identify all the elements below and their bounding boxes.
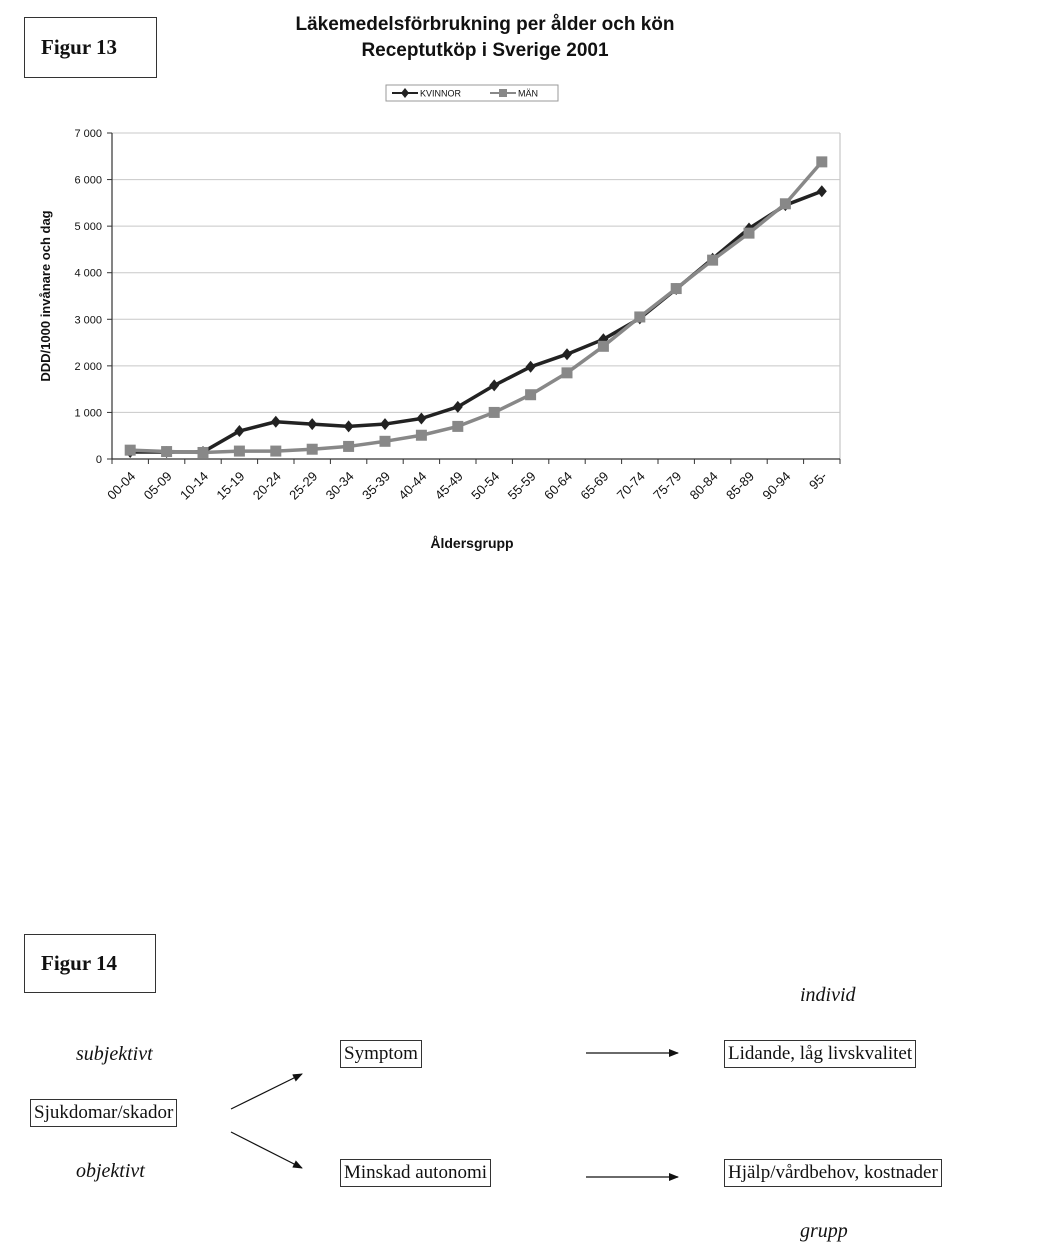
figure-14-label: Figur 14 [24,934,156,993]
data-point [744,228,755,239]
line-chart [0,0,1048,600]
arrow-to-symptom [231,1074,302,1109]
data-point [562,367,573,378]
x-tick-label: 50-54 [468,468,503,503]
x-tick-label: 85-89 [723,468,758,503]
box-symptom: Symptom [340,1040,422,1068]
data-point [562,348,572,360]
x-tick-label: 15-19 [213,468,248,503]
data-point [817,185,827,197]
data-point [307,444,318,455]
data-point [816,156,827,167]
x-tick-label: 95- [806,468,830,493]
data-point [270,446,281,457]
x-tick-label: 35-39 [359,468,394,503]
box-sjukdomar-skador: Sjukdomar/skador [30,1099,177,1127]
y-tick-label: 3 000 [74,314,102,327]
y-tick-label: 0 [95,454,102,466]
box-hjalp-vardbehov: Hjälp/vårdbehov, kostnader [724,1159,942,1187]
chart-title: Läkemedelsförbrukning per ålder och kön [295,14,675,35]
data-point [234,446,245,457]
data-point [525,389,536,400]
x-tick-label: 65-69 [577,468,612,503]
x-tick-label: 10-14 [177,468,212,503]
x-tick-label: 45-49 [431,468,466,503]
y-tick-label: 4 000 [74,267,102,280]
x-tick-label: 30-34 [322,468,357,503]
data-point [307,418,317,430]
label-objektivt: objektivt [76,1160,145,1182]
x-tick-label: 75-79 [650,468,685,503]
data-point [161,446,172,457]
x-tick-label: 20-24 [249,468,284,503]
x-axis-title: Åldersgrupp [430,535,514,551]
data-point [489,407,500,418]
x-tick-label: 70-74 [613,468,648,503]
data-point [271,416,281,428]
y-tick-label: 7 000 [74,128,102,140]
x-tick-label: 40-44 [395,468,430,503]
data-point [780,198,791,209]
data-point [343,441,354,452]
data-point [707,255,718,266]
label-grupp: grupp [800,1220,848,1242]
arrow-to-autonomi [231,1132,302,1168]
x-tick-label: 55-59 [504,468,539,503]
data-point [380,418,390,430]
legend-marker [499,89,507,97]
x-tick-label: 25-29 [286,468,321,503]
box-minskad-autonomi: Minskad autonomi [340,1159,491,1187]
y-tick-label: 5 000 [74,221,102,234]
series-line-män [130,162,822,453]
y-tick-label: 2 000 [74,360,102,373]
box-lidande-livskvalitet: Lidande, låg livskvalitet [724,1040,916,1068]
data-point [452,421,463,432]
chart-subtitle: Receptutköp i Sverige 2001 [361,40,609,61]
data-point [198,447,209,458]
legend-label: KVINNOR [420,88,462,99]
y-axis-title: DDD/1000 invånare och dag [38,210,53,382]
x-tick-label: 00-04 [104,468,139,503]
label-individ: individ [800,984,856,1006]
y-tick-label: 6 000 [74,174,102,187]
legend-label: MÄN [518,88,538,99]
label-subjektivt: subjektivt [76,1043,153,1065]
y-tick-label: 1 000 [74,407,102,420]
data-point [380,436,391,447]
data-point [671,283,682,294]
x-tick-label: 60-64 [541,468,576,503]
data-point [489,379,499,391]
data-point [344,420,354,432]
data-point [416,430,427,441]
data-point [634,311,645,322]
data-point [416,412,426,424]
figure-13-label: Figur 13 [24,17,157,78]
x-tick-label: 05-09 [140,468,175,503]
x-tick-label: 80-84 [686,468,721,503]
data-point [526,361,536,373]
data-point [598,341,609,352]
x-tick-label: 90-94 [759,468,794,503]
data-point [234,425,244,437]
data-point [453,401,463,413]
data-point [125,445,136,456]
